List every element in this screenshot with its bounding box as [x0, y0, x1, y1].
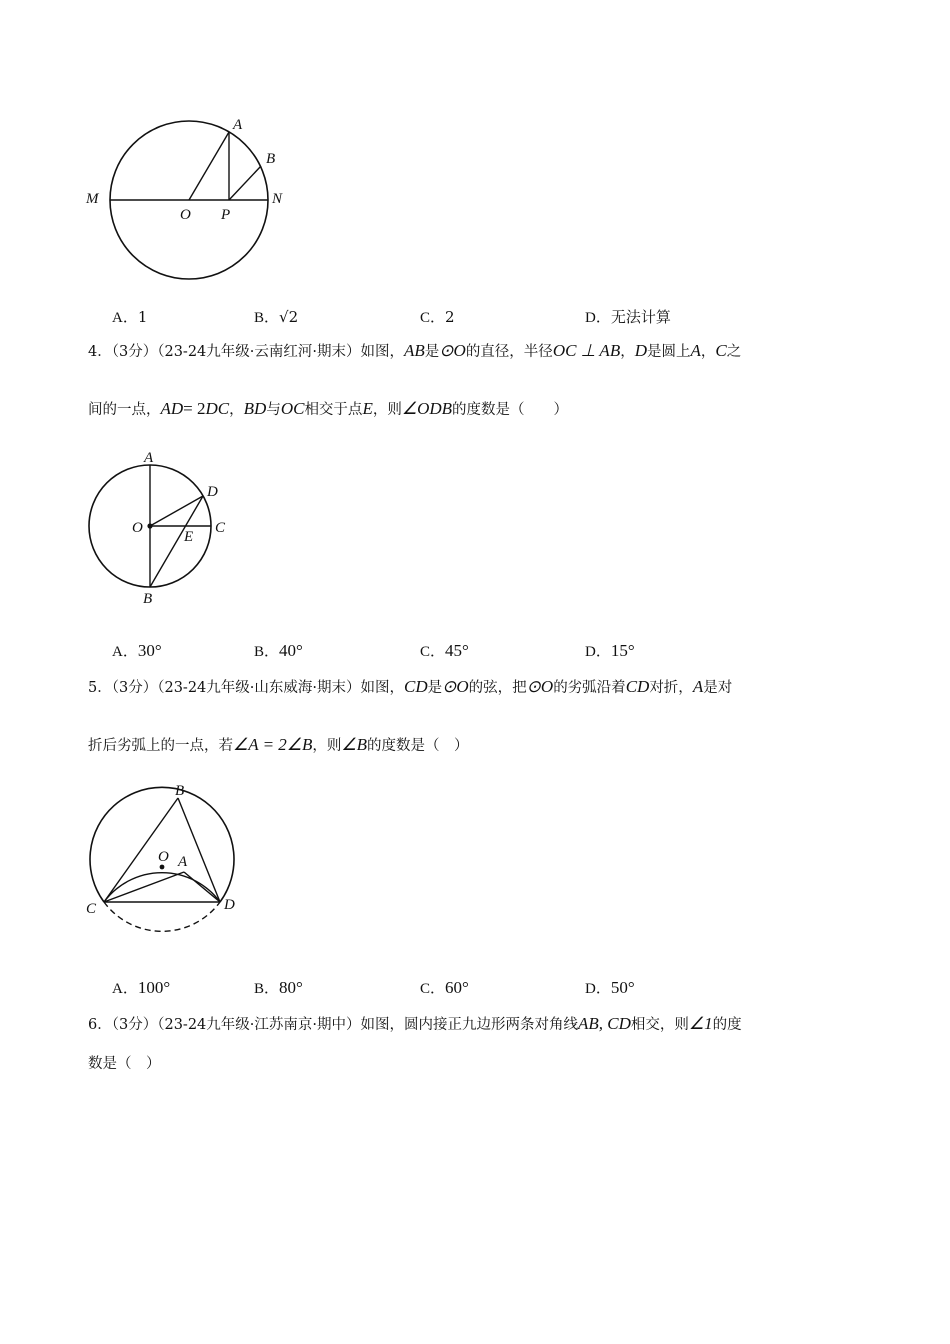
- option-value: 80°: [279, 978, 303, 997]
- q4-text: 是圆上: [646, 344, 691, 360]
- q4-option-b[interactable]: [254, 640, 303, 661]
- q4-option-d[interactable]: [585, 640, 635, 661]
- q4-segment-bd: [150, 496, 203, 587]
- option-label: A．: [112, 981, 138, 997]
- q4-label-d: D: [207, 484, 218, 500]
- q4-text: ，则: [372, 402, 402, 418]
- q5-math-a: A: [692, 677, 704, 696]
- q5-math-cd: CD: [404, 677, 428, 696]
- q3-option-c[interactable]: [420, 306, 455, 327]
- q4-label-a: A: [144, 450, 154, 466]
- q5-segment-ca: [104, 872, 184, 902]
- q4-text: 是: [424, 344, 440, 360]
- q4-stem-line2: [88, 398, 568, 419]
- option-label: B．: [254, 310, 280, 326]
- q5-text: ，则: [312, 738, 342, 754]
- q6-number: 6．: [88, 1017, 112, 1033]
- q6-text: 的度: [712, 1017, 742, 1033]
- q6-text: 相交，则: [630, 1017, 689, 1033]
- q4-math-circle: ⊙O: [439, 341, 466, 360]
- q4-label-b: B: [143, 591, 153, 607]
- option-value: 15°: [610, 641, 635, 660]
- q3-option-d[interactable]: [585, 306, 671, 327]
- q5-math-angle-b: ∠B: [341, 735, 368, 754]
- q6-math-ab-cd: AB, CD: [578, 1014, 631, 1033]
- q4-center-dot: [147, 523, 152, 528]
- option-label: A．: [112, 310, 138, 326]
- q5-center-dot: [160, 865, 165, 870]
- q4-math-e: E: [362, 399, 373, 418]
- q4-math-d: D: [634, 341, 647, 360]
- q5-label-o: O: [158, 849, 169, 865]
- q4-label-c: C: [215, 520, 226, 536]
- q4-math-ab: AB: [404, 341, 425, 360]
- q4-text: 的度数是（ ）: [452, 402, 569, 418]
- q5-option-a[interactable]: [112, 977, 170, 998]
- q5-option-d[interactable]: [585, 977, 635, 998]
- q5-stem-line2: [88, 734, 469, 755]
- q4-text: 相交于点: [304, 402, 363, 418]
- q5-score: （3分）: [111, 680, 158, 696]
- q3-label-b: B: [266, 151, 276, 167]
- q4-math-eq: = 2: [183, 399, 206, 418]
- option-label: B．: [254, 644, 280, 660]
- option-label: B．: [254, 981, 280, 997]
- q6-stem-line1: [88, 1013, 742, 1034]
- q6-text: 如图，圆内接正九边形两条对角线: [360, 1017, 578, 1033]
- q5-math-circle: ⊙O: [526, 677, 554, 696]
- q3-segment-pb: [229, 166, 261, 200]
- q5-source: （23-24九年级·山东威海·期末）: [157, 680, 361, 696]
- q5-label-c: C: [86, 901, 97, 917]
- q5-text: 是对: [703, 680, 733, 696]
- q5-math-condition: ∠A = 2∠B: [233, 735, 313, 754]
- q6-source: （23-24九年级·江苏南京·期中）: [157, 1017, 361, 1033]
- q3-label-n: N: [272, 191, 283, 207]
- q6-text: 数是（ ）: [88, 1056, 161, 1072]
- q3-option-b[interactable]: [254, 306, 298, 327]
- option-value: 1: [137, 308, 148, 326]
- q5-circle-minor-arc-dashed: [104, 902, 220, 931]
- q4-option-c[interactable]: [420, 640, 469, 661]
- q5-stem-line1: [88, 676, 732, 697]
- q4-text: ，: [700, 344, 716, 360]
- option-label: D．: [585, 310, 611, 326]
- q4-text: 之: [726, 344, 742, 360]
- q4-number: 4．: [88, 344, 112, 360]
- q5-math-circle: ⊙O: [442, 677, 469, 696]
- q4-math-a: A: [690, 341, 701, 360]
- q5-label-d: D: [224, 897, 235, 913]
- q5-segment-bd: [178, 798, 220, 902]
- q4-stem-line1: [88, 340, 741, 361]
- option-label: D．: [585, 981, 611, 997]
- q5-text: 的弦，把: [468, 680, 527, 696]
- option-value: 100°: [137, 978, 171, 997]
- q5-math-cd: CD: [625, 677, 650, 696]
- option-value: 60°: [445, 978, 469, 997]
- option-value: √2: [279, 308, 299, 326]
- q4-text: 的直径，半径: [465, 344, 553, 360]
- q4-math-oc: OC: [280, 399, 305, 418]
- q5-text: 如图，: [360, 680, 404, 696]
- q3-label-m: M: [86, 191, 99, 207]
- option-label: C．: [420, 981, 446, 997]
- q5-option-c[interactable]: [420, 977, 469, 998]
- q4-text: 与: [266, 402, 281, 418]
- q3-label-p: P: [221, 207, 231, 223]
- option-value: 2: [445, 308, 455, 326]
- q5-figure: [80, 780, 250, 945]
- q6-score: （3分）: [111, 1017, 158, 1033]
- q6-stem-line2: [88, 1052, 161, 1073]
- option-value: 40°: [279, 641, 303, 660]
- q5-text: 的劣弧沿着: [553, 680, 626, 696]
- q4-label-o: O: [132, 520, 143, 536]
- q5-option-b[interactable]: [254, 977, 303, 998]
- q5-label-b: B: [175, 783, 185, 799]
- option-value: 45°: [445, 641, 469, 660]
- option-value: 50°: [610, 978, 635, 997]
- q4-math-bd: BD: [243, 399, 267, 418]
- q4-text: 间的一点，: [88, 402, 161, 418]
- option-value: 无法计算: [610, 308, 671, 326]
- q4-option-a[interactable]: [112, 640, 162, 661]
- q4-math-arc-ad: AD: [160, 399, 184, 418]
- q4-math-arc-dc: DC: [205, 399, 230, 418]
- q4-text: 如图，: [360, 344, 404, 360]
- q4-score: （3分）: [111, 344, 158, 360]
- q5-text: 的度数是（ ）: [367, 738, 469, 754]
- option-label: D．: [585, 644, 611, 660]
- q3-figure: [80, 110, 300, 290]
- q4-math-angle: ∠ODB: [401, 399, 453, 418]
- q5-number: 5．: [88, 680, 112, 696]
- q3-segment-oa: [189, 132, 229, 200]
- q4-text: ，: [620, 344, 635, 360]
- option-value: 30°: [137, 641, 162, 660]
- q4-source: （23-24九年级·云南红河·期末）: [157, 344, 361, 360]
- q4-label-e: E: [184, 529, 194, 545]
- q4-math-perp: OC ⊥ AB: [552, 341, 621, 360]
- option-label: C．: [420, 644, 446, 660]
- q5-text: 对折，: [649, 680, 693, 696]
- option-label: C．: [420, 310, 446, 326]
- q4-figure: [80, 445, 240, 615]
- q6-math-angle: ∠1: [688, 1014, 713, 1033]
- q5-text: 折后劣弧上的一点，若: [88, 738, 233, 754]
- q4-text: ，: [229, 402, 244, 418]
- q5-label-a: A: [178, 854, 188, 870]
- q3-option-a[interactable]: [112, 306, 147, 327]
- q3-label-o: O: [180, 207, 191, 223]
- option-label: A．: [112, 644, 138, 660]
- q3-label-a: A: [233, 117, 243, 133]
- q5-text: 是: [427, 680, 443, 696]
- q4-math-c: C: [715, 341, 727, 360]
